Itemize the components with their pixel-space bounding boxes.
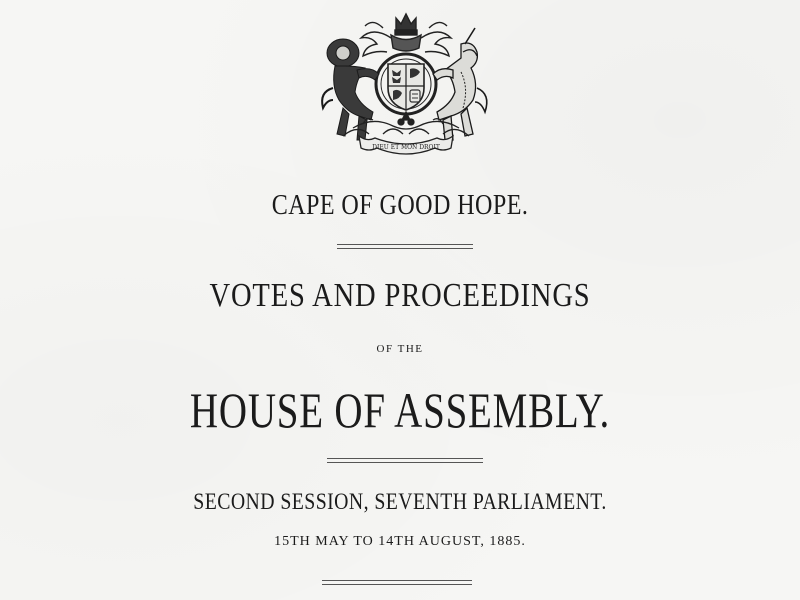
document-heading: VOTES AND PROCEEDINGS: [209, 277, 591, 314]
divider-rule: [322, 580, 472, 585]
crest-motto: DIEU ET MON DROIT: [372, 144, 440, 151]
house-title: HOUSE OF ASSEMBLY.: [189, 382, 611, 438]
heading-connector: OF THE: [376, 343, 424, 355]
session-title: SECOND SESSION, SEVENTH PARLIAMENT.: [193, 489, 607, 514]
session-dates: 15TH MAY TO 14TH AUGUST, 1885.: [274, 534, 526, 549]
divider-rule: [337, 244, 473, 249]
royal-coat-of-arms-icon: [313, 8, 499, 163]
divider-rule: [327, 458, 483, 463]
colony-title: CAPE OF GOOD HOPE.: [271, 190, 529, 221]
